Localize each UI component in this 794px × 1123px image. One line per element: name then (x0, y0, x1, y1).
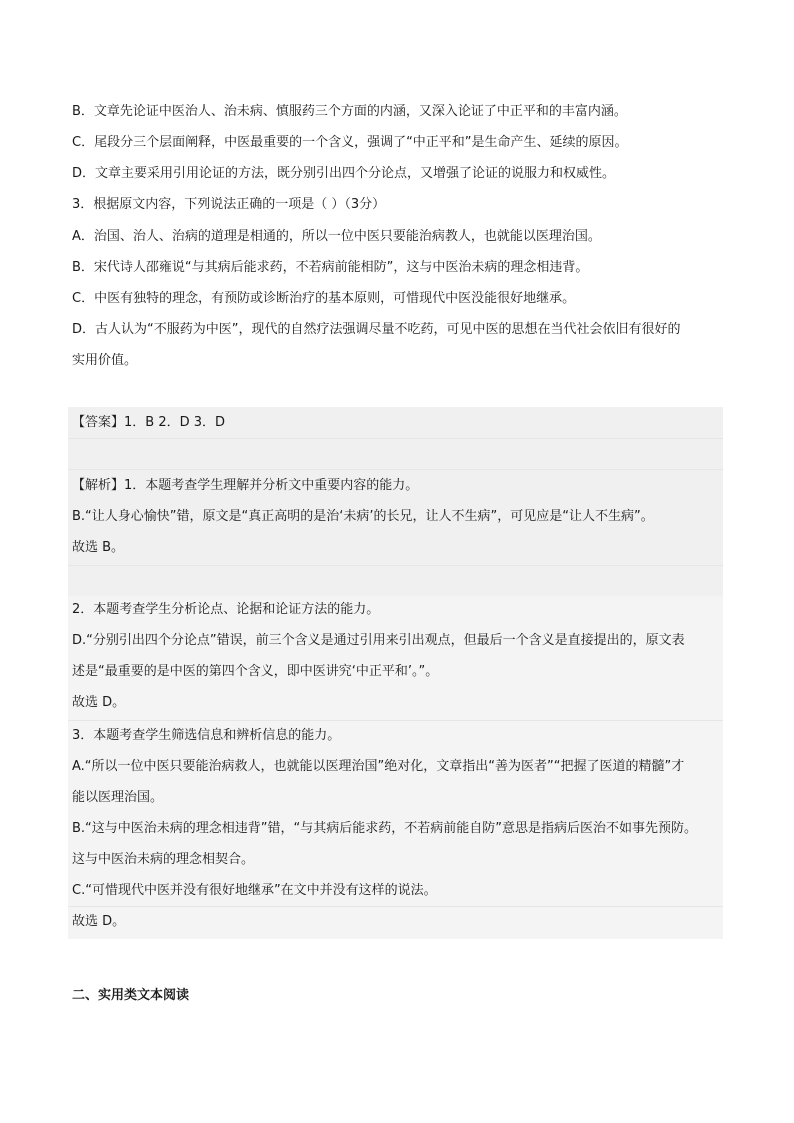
section-heading: 二、实用类文本阅读 (72, 988, 190, 1003)
analysis-q2-body-line2: 述是“最重要的是中医的第四个含义，即中医讲究‘中正平和’。”。 (72, 664, 439, 679)
option-3a: A．治国、治人、治病的道理是相通的，所以一位中医只要能治病教人，也就能以医理治国。 (72, 229, 601, 244)
answer-key: 【答案】1．B 2．D 3．D (72, 415, 226, 430)
option-3c: C．中医有独特的理念，有预防或诊断治疗的基本原则，可惜现代中医没能很好地继承。 (72, 291, 576, 306)
option-2c: C．尾段分三个层面阐释，中医最重要的一个含义，强调了“中正平和”是生命产生、延续的原因。 (72, 135, 628, 150)
answer-divider-1 (68, 438, 723, 439)
analysis-q2-choice: 故选 D。 (72, 695, 126, 710)
option-3b: B．宋代诗人邵雍说“与其病后能求药，不若病前能相防”，这与中医治未病的理念相违背。 (72, 260, 589, 275)
analysis-divider-1 (68, 720, 723, 721)
question-3-stem: 3．根据原文内容，下列说法正确的一项是（ ）（3分） (72, 197, 386, 212)
analysis-q3-a-line2: 能以医理治国。 (72, 790, 164, 805)
analysis-q1-title: 【解析】1．本题考查学生理解并分析文中重要内容的能力。 (72, 478, 419, 493)
analysis-q3-b-line1: B.“这与中医治未病的理念相违背”错，“与其病后能求药，不若病前能自防”意思是指病后医治不如事先预防。 (72, 821, 697, 836)
analysis-q1-choice: 故选 B。 (72, 540, 125, 555)
analysis-divider-2 (68, 906, 723, 907)
analysis-q3-choice: 故选 D。 (72, 914, 126, 929)
option-2d: D．文章主要采用引用论证的方法，既分别引出四个分论点，又增强了论证的说服力和权威性。 (72, 166, 616, 181)
answer-divider-2 (68, 469, 723, 470)
analysis-q1-body: B.“让人身心愉快”错，原文是“真正高明的是治‘未病’的长兄，让人不生病”，可见应是“让人不生病”。 (72, 509, 654, 524)
analysis-q3-b-line2: 这与中医治未病的理念相契合。 (72, 852, 255, 867)
analysis-q3-title: 3．本题考查学生筛选信息和辨析信息的能力。 (72, 728, 341, 743)
analysis-q3-a-line1: A.“所以一位中医只要能治病救人，也就能以医理治国”绝对化，文章指出“善为医者”“把握了医道的精髓”才 (72, 759, 685, 774)
option-2b: B．文章先论证中医治人、治未病、慎服药三个方面的内涵，又深入论证了中正平和的丰富内涵。 (72, 104, 627, 119)
analysis-q2-title: 2．本题考查学生分析论点、论据和论证方法的能力。 (72, 602, 380, 617)
answer-shade (68, 407, 723, 596)
option-3d-line2: 实用价值。 (72, 353, 138, 368)
option-3d-line1: D．古人认为“不服药为中医”，现代的自然疗法强调尽量不吃药，可见中医的思想在当代社会依旧有很好的 (72, 322, 681, 337)
analysis-q2-body-line1: D.“分别引出四个分论点”错误，前三个含义是通过引用来引出观点，但最后一个含义是直接提出的，原文表 (72, 633, 685, 648)
analysis-q3-c: C.“可惜现代中医并没有很好地继承”在文中并没有这样的说法。 (72, 883, 437, 898)
answer-divider-3 (68, 565, 723, 566)
